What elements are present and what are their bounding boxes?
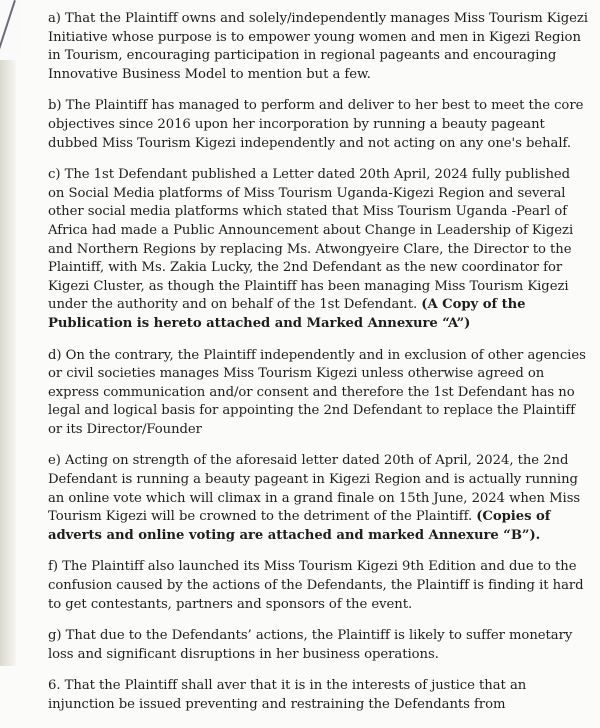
- paragraph-6: [48, 677, 588, 714]
- paragraph-b: [48, 97, 588, 153]
- page-edge-shadow: [0, 0, 16, 666]
- paragraph-text: 6. That the Plaintiff shall aver that it is in the interests of justice that an injunction be issued preventing and restraining the Defendants from: [48, 678, 527, 712]
- page-corner: [0, 0, 18, 60]
- annexure-b-note: (Copies of adverts and online voting are attached and marked Annexure “B”).: [48, 509, 551, 543]
- paragraph-e: [48, 452, 588, 545]
- paragraph-f: [48, 558, 588, 614]
- annexure-a-note: (A Copy of the Publication is hereto attached and Marked Annexure “A”): [48, 297, 526, 331]
- paragraph-a: [48, 10, 588, 84]
- paragraph-text: f) The Plaintiff also launched its Miss Tourism Kigezi 9th Edition and due to the confusion caused by the actions of the Defendants, the Plaintiff is finding it hard to get contestants, partners and sponsors of the event.: [48, 559, 584, 612]
- paragraph-text: d) On the contrary, the Plaintiff independently and in exclusion of other agencies or civil societies manages Miss Tourism Kigezi unless otherwise agreed on express communication and/or consent and therefore the 1st Defendant has no legal and logical basis for appointing the 2nd Defendant to replace the Plaintiff or its Director/Founder: [48, 347, 586, 437]
- paragraph-text: e) Acting on strength of the aforesaid letter dated 20th of April, 2024, the 2nd Defendant is running a beauty pageant in Kigezi Region and is actually running an online vote which will climax in a grand finale on 15th June, 2024 when Miss Tourism Kigezi will be crowned to the detriment of the Plaintiff.: [48, 453, 581, 525]
- document-page: [48, 10, 588, 728]
- paragraph-text: a) That the Plaintiff owns and solely/independently manages Miss Tourism Kigezi Initiative whose purpose is to empower young women and men in Kigezi Region in Tourism, encouraging participation in regional pageants and encouraging Innovative Business Model to mention but a few.: [48, 11, 588, 82]
- paragraph-text: b) The Plaintiff has managed to perform and deliver to her best to meet the core objectives since 2016 upon her incorporation by running a beauty pageant dubbed Miss Tourism Kigezi independently and not acting on any one's behalf.: [48, 98, 584, 151]
- paragraph-text: c) The 1st Defendant published a Letter dated 20th April, 2024 fully published on Social Media platforms of Miss Tourism Uganda-Kigezi Region and several other social media platforms which stated that Miss Tourism Uganda -Pearl of Africa had made a Public Announcement about Change in Leadership of Kigezi and Northern Regions by replacing Ms. Atwongyeire Clare, the Director to the Plaintiff, with Ms. Zakia Lucky, the 2nd Defendant as the new coordinator for Kigezi Cluster, as though the Plaintiff has been managing Miss Tourism Kigezi under the authority and on behalf of the 1st Defendant.: [48, 167, 574, 313]
- paragraph-d: [48, 347, 588, 440]
- paragraph-g: [48, 627, 588, 664]
- paragraph-c: [48, 166, 588, 333]
- paragraph-text: g) That due to the Defendants’ actions, the Plaintiff is likely to suffer monetary loss and significant disruptions in her business operations.: [48, 628, 573, 662]
